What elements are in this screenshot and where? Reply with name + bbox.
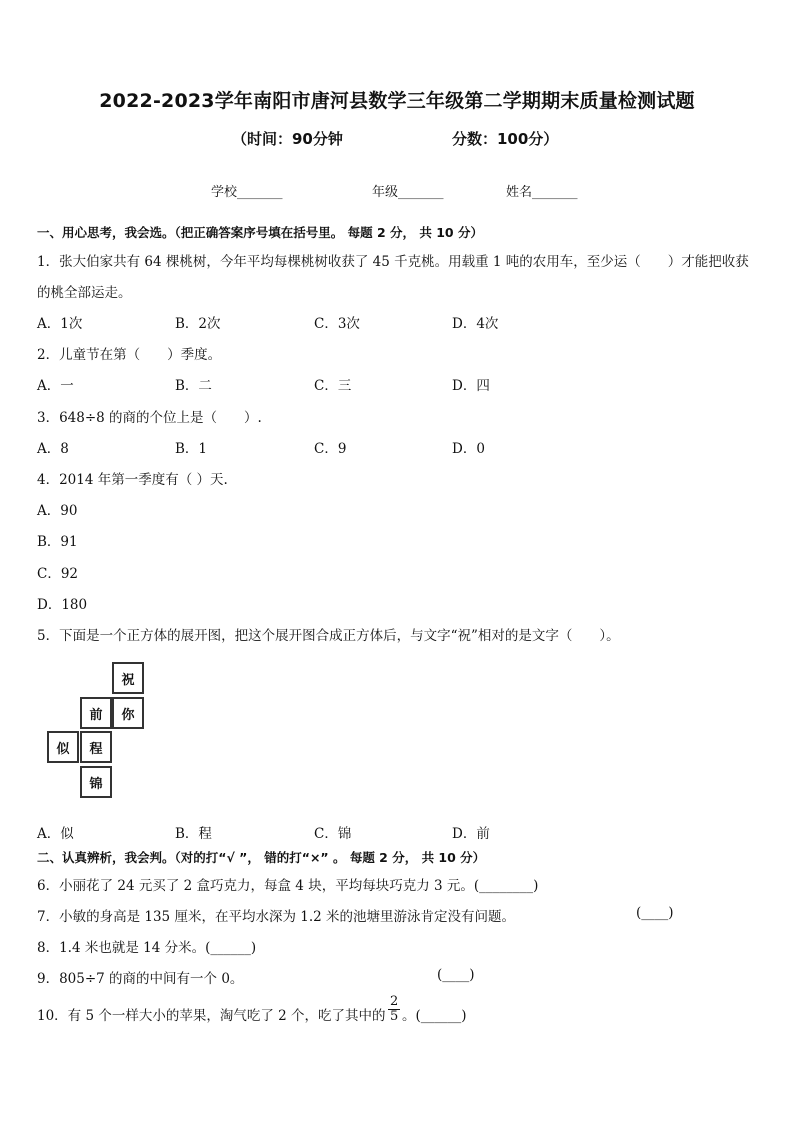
q10-fraction [388, 995, 400, 1024]
q4-text: 4．2014 年第一季度有（ ）天. [37, 472, 228, 488]
q5-text: 5．下面是一个正方体的展开图，把这个展开图合成正方体后，与文字“祝”相对的是文字（ ）。 [37, 628, 620, 644]
q3-option-b: B．1 [175, 441, 208, 457]
q9-answer-blank: (____) [437, 967, 475, 983]
q10-fraction-denominator: 5 [390, 1009, 399, 1024]
q2-option-c: C．三 [314, 378, 352, 394]
q8-text: 8．1.4 米也就是 14 分米。(______) [37, 940, 257, 956]
q2-option-d: D．四 [452, 378, 490, 394]
q9-text: 9．805÷7 的商的中间有一个 0。 [37, 971, 244, 987]
q7-text: 7．小敏的身高是 135 厘米，在平均水深为 1.2 米的池塘里游泳肯定没有问题。 [37, 909, 515, 925]
net-cell-si: 似 [47, 731, 79, 763]
cube-net-diagram [44, 659, 148, 801]
q3-option-d: D．0 [452, 441, 485, 457]
q2-text: 2．儿童节在第（ ）季度。 [37, 347, 222, 363]
school-field: 学校_______ [211, 185, 283, 200]
net-cell-ni: 你 [112, 697, 144, 729]
q2-option-a: A．一 [37, 378, 74, 394]
section2-heading: 二、认真辨析，我会判。（对的打“√ ”， 错的打“×” 。 每题 2 分， 共 10 分） [37, 850, 486, 865]
q5-option-b: B．程 [175, 826, 212, 842]
q7-answer-blank: (____) [636, 905, 674, 921]
q4-option-b: B．91 [37, 534, 78, 550]
exam-score: 分数：100分） [452, 130, 559, 148]
q5-option-d: D．前 [452, 826, 490, 842]
net-cell-cheng: 程 [80, 731, 112, 763]
q4-option-a: A．90 [37, 503, 78, 519]
q5-option-c: C．锦 [314, 826, 352, 842]
grade-field: 年级_______ [372, 185, 444, 200]
q10-text: 10．有 5 个一样大小的苹果，淘气吃了 2 个，吃了其中的 [37, 1008, 386, 1024]
net-cell-jin: 锦 [80, 766, 112, 798]
q4-option-d: D．180 [37, 597, 88, 613]
q3-option-c: C．9 [314, 441, 347, 457]
q6-text: 6．小丽花了 24 元买了 2 盒巧克力，每盒 4 块，平均每块巧克力 3 元。(________) [37, 878, 539, 894]
q3-text: 3．648÷8 的商的个位上是（ ）. [37, 410, 262, 426]
q1-line2: 的桃全部运走。 [37, 285, 132, 301]
q1-option-b: B．2次 [175, 316, 221, 332]
q5-option-a: A．似 [37, 826, 74, 842]
section1-heading: 一、用心思考，我会选。（把正确答案序号填在括号里。 每题 2 分， 共 10 分） [37, 225, 483, 240]
q4-option-c: C．92 [37, 566, 79, 582]
q2-option-b: B．二 [175, 378, 212, 394]
q1-option-c: C．3次 [314, 316, 360, 332]
exam-time: （时间：90分钟 [232, 130, 343, 148]
q1-line1: 1．张大伯家共有 64 棵桃树，今年平均每棵桃树收获了 45 千克桃。用载重 1 吨的农用车，至少运（ ）才能把收获 [37, 254, 749, 270]
net-cell-zhu: 祝 [112, 662, 144, 694]
name-field: 姓名_______ [506, 185, 578, 200]
page-title: 2022-2023学年南阳市唐河县数学三年级第二学期期末质量检测试题 [99, 90, 695, 112]
net-cell-qian: 前 [80, 697, 112, 729]
q1-option-a: A．1次 [37, 316, 83, 332]
q10-answer-blank: 。(______) [402, 1008, 467, 1024]
q10-fraction-numerator: 2 [390, 994, 399, 1009]
q3-option-a: A．8 [37, 441, 69, 457]
q1-option-d: D．4次 [452, 316, 499, 332]
